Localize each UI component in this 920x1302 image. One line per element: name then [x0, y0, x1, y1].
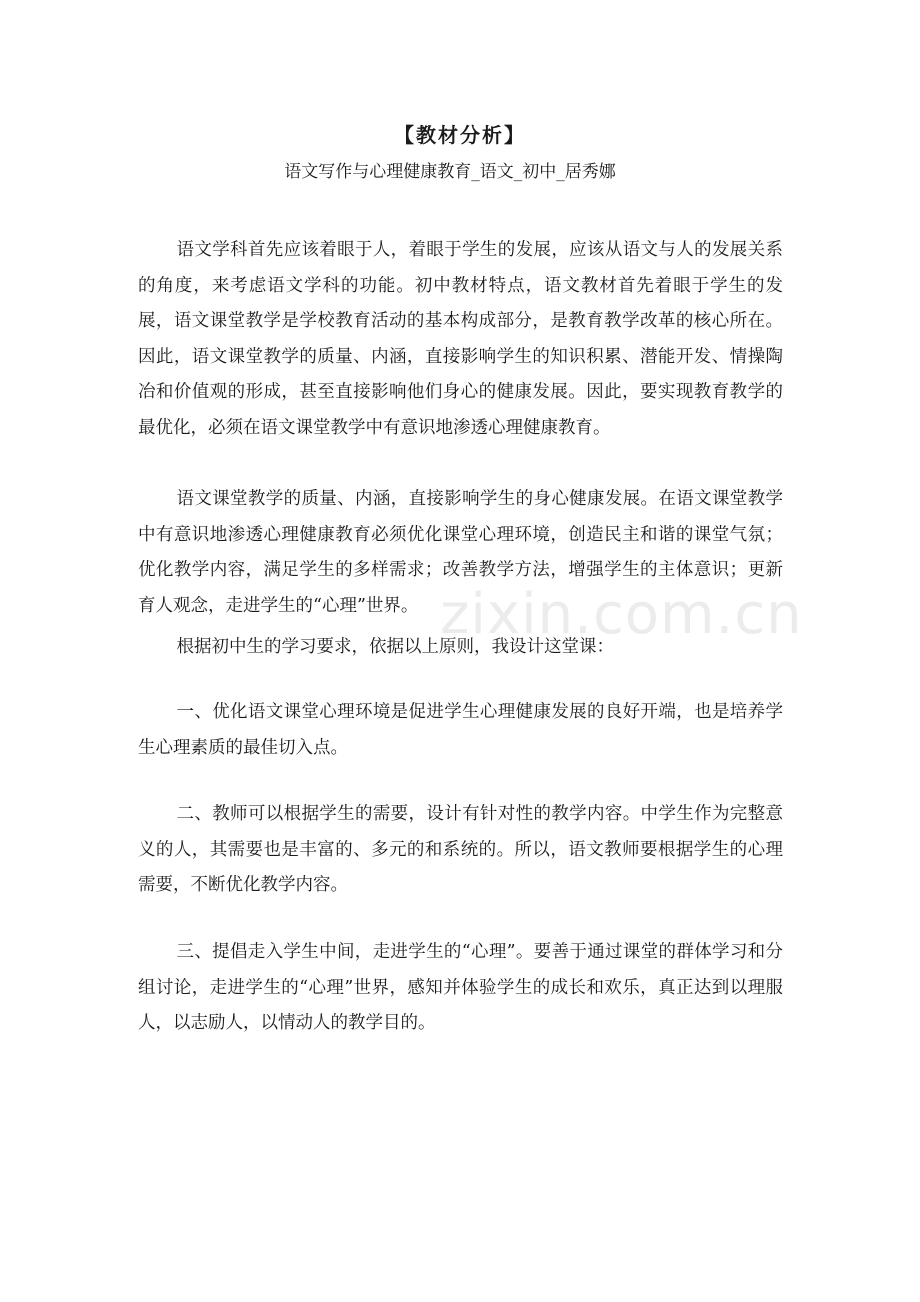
document-title: 【教材分析】: [394, 123, 526, 147]
paragraph-point-one: 一、优化语文课堂心理环境是促进学生心理健康发展的良好开端，也是培养学生心理素质的最佳切入点。: [138, 702, 783, 758]
paragraph-design: 根据初中生的学习要求，依据以上原则，我设计这堂课：: [176, 637, 614, 657]
paragraph-quality: 语文课堂教学的质量、内涵，直接影响学生的身心健康发展。在语文课堂教学中有意识地渗透心理健康教育必须优化课堂心理环境，创造民主和谐的课堂气氛；优化教学内容，满足学生的多样需求；改善教学方法，增强学生的主体意识；更新育人观念，走进学生的“心理”世界。: [138, 489, 783, 616]
paragraph-intro: 语文学科首先应该着眼于人，着眼于学生的发展，应该从语文与人的发展关系的角度，来考虑语文学科的功能。初中教材特点，语文教材首先着眼于学生的发展，语文课堂教学是学校教育活动的基本构成部分，是教育教学改革的核心所在。因此，语文课堂教学的质量、内涵，直接影响学生的知识积累、潜能开发、情操陶冶和价值观的形成，甚至直接影响他们身心的健康发展。因此，要实现教育教学的最优化，必须在语文课堂教学中有意识地渗透心理健康教育。: [138, 240, 783, 438]
paragraph-point-two: 二、教师可以根据学生的需要，设计有针对性的教学内容。中学生作为完整意义的人，其需要也是丰富的、多元的和系统的。所以，语文教师要根据学生的心理需要，不断优化教学内容。: [138, 804, 783, 896]
paragraph-point-three: 三、提倡走入学生中间，走进学生的“心理”。要善于通过课堂的群体学习和分组讨论，走进学生的“心理”世界，感知并体验学生的成长和欢乐，真正达到以理服人，以志励人，以情动人的教学目的。: [138, 942, 783, 1034]
document-subtitle: 语文写作与心理健康教育_语文_初中_居秀娜: [284, 162, 616, 182]
watermark: zixin.com.cn: [440, 582, 803, 647]
